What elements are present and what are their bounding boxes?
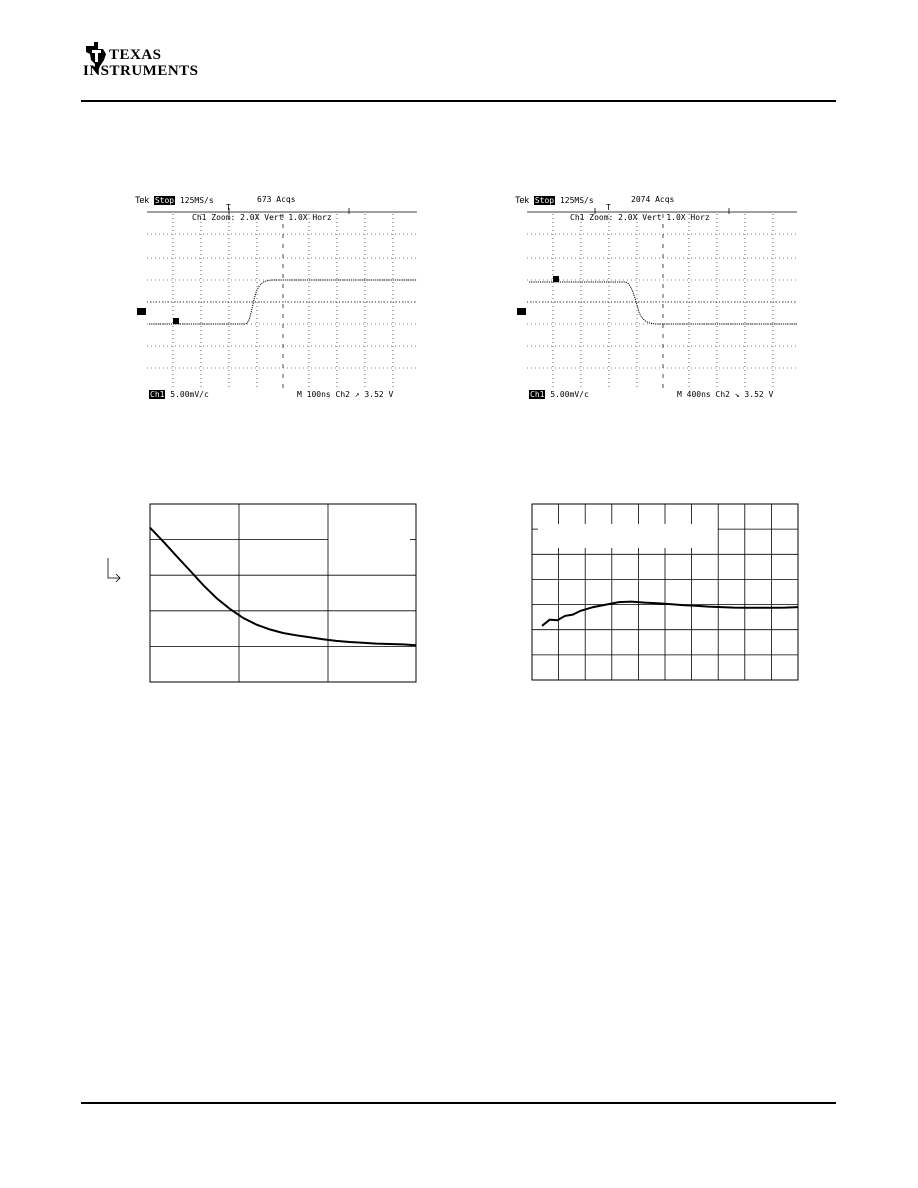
scope-brand: Tek (515, 195, 530, 205)
scope-acqs: 2074 Acqs (631, 195, 675, 204)
scope-zoom-info: Ch1 Zoom: 2.0X Vert 1.0X Horz (192, 213, 332, 222)
channel-scale: 5.00mV/c (170, 390, 209, 399)
graph-left (100, 500, 420, 686)
channel-scale: 5.00mV/c (550, 390, 589, 399)
scope-rate: 125MS/s (559, 196, 594, 205)
series-line (542, 602, 798, 626)
graph-right (530, 500, 804, 686)
scope-zoom-info: Ch1 Zoom: 2.0X Vert 1.0X Horz (570, 213, 710, 222)
series-line (150, 528, 416, 646)
graph-left-svg (100, 500, 420, 686)
trigger-marker: T (226, 203, 231, 212)
scope-brand: Tek (135, 195, 150, 205)
scope-grid-left (135, 194, 425, 404)
channel-label: Ch1 (150, 390, 165, 399)
scope-rate: 125MS/s (179, 196, 214, 205)
scope-timebase: M 400ns Ch2 ↘ 3.52 V (677, 390, 774, 399)
trigger-marker: T (606, 203, 611, 212)
company-name-line2: INSTRUMENTS (83, 63, 199, 79)
scope-status: Stop (534, 196, 555, 205)
y-axis-arrow-icon (108, 558, 120, 582)
scope-grid-right (515, 194, 805, 404)
graph-right-svg (530, 500, 804, 686)
footer-rule (81, 1102, 836, 1104)
scope-capture-right (515, 194, 805, 404)
company-name-line1: TEXAS (109, 47, 162, 63)
scope-timebase: M 100ns Ch2 ↗ 3.52 V (297, 390, 394, 399)
channel-label: Ch1 (530, 390, 545, 399)
ti-logo (83, 40, 199, 80)
scope-capture-left (135, 194, 425, 404)
scope-status: Stop (154, 196, 175, 205)
header-rule (81, 100, 836, 102)
scope-acqs: 673 Acqs (257, 195, 296, 204)
